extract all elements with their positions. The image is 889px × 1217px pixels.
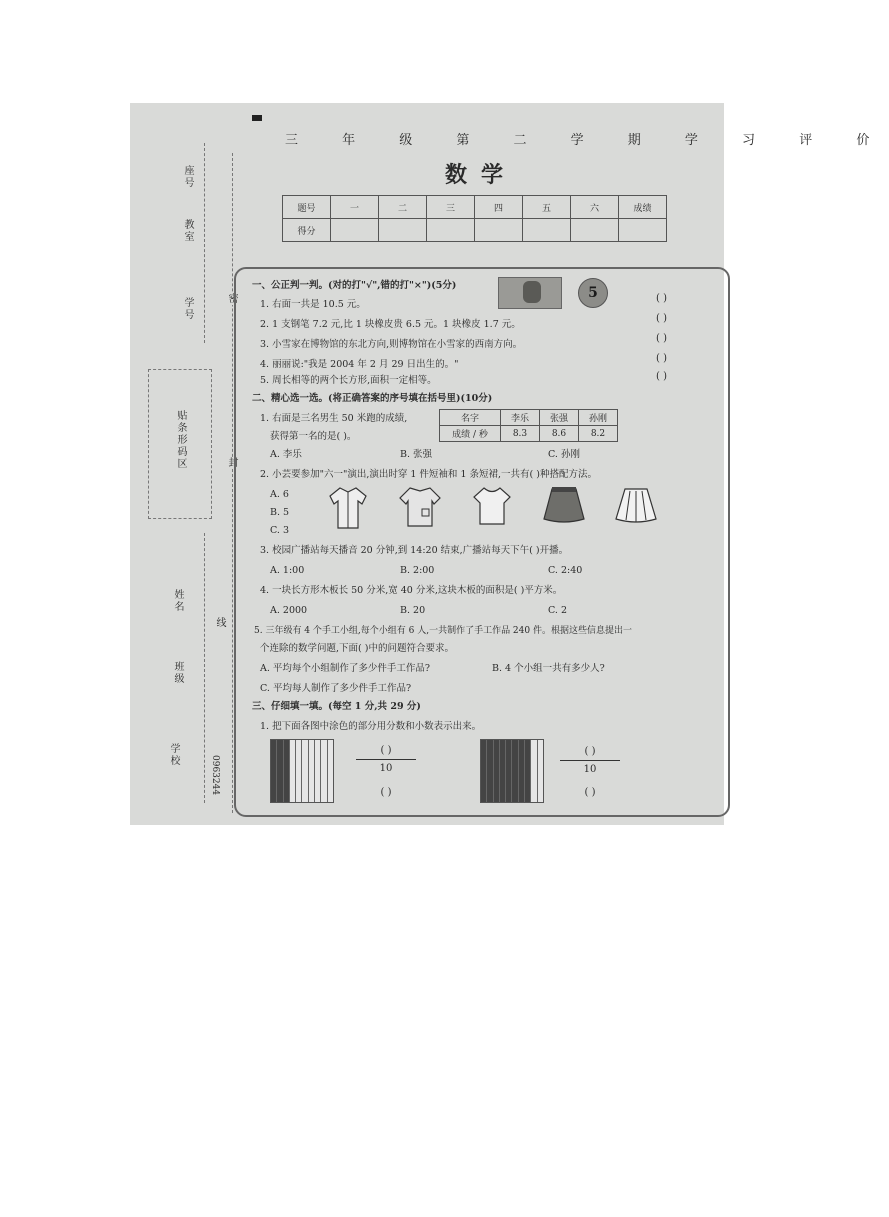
score-row-label: 得分 (283, 219, 331, 242)
s2-q5-option-b: B. 4 个小组一共有多少人? (492, 663, 605, 674)
race-time-cell: 8.2 (579, 426, 618, 442)
banknote-portrait (523, 281, 541, 303)
binding-line (232, 153, 233, 813)
score-cell[interactable] (571, 219, 619, 242)
s2-q5-line2: 个连除的数学问题,下面( )中的问题符合要求。 (260, 643, 454, 654)
s2-q5-option-c: C. 平均每人制作了多少件手工作品? (260, 683, 412, 694)
fraction-line-2 (560, 760, 620, 761)
s1-answer-blank-1[interactable]: ( ) (656, 293, 667, 304)
binding-mi: 密 (226, 293, 237, 305)
race-header-cell: 张强 (540, 410, 579, 426)
score-cell[interactable] (523, 219, 571, 242)
room-label: 教室 (182, 219, 193, 243)
s2-q3-option-b: B. 2:00 (400, 565, 435, 576)
s2-q2: 2. 小芸要参加"六一"演出,演出时穿 1 件短袖和 1 条短裙,一共有( )种搭配方法。 (260, 469, 597, 480)
fraction-grid-2 (480, 739, 544, 803)
score-header-cell: 三 (427, 196, 475, 219)
score-cell[interactable] (331, 219, 379, 242)
shirt-2-image (398, 485, 442, 529)
coin-image: 5 (578, 278, 608, 308)
s1-item-4: 4. 丽丽说:"我是 2004 年 2 月 29 日出生的。" (260, 359, 459, 370)
seat-label: 座号 (182, 165, 193, 189)
numerator-blank-2[interactable]: ( ) (584, 746, 596, 757)
score-header-cell: 二 (379, 196, 427, 219)
s2-q2-option-a: A. 6 (270, 489, 289, 500)
s3-q1: 1. 把下面各图中涂色的部分用分数和小数表示出来。 (260, 721, 482, 732)
barcode-area (148, 369, 212, 519)
s1-answer-blank-2[interactable]: ( ) (656, 313, 667, 324)
section1-heading: 一、公正判一判。(对的打"√",错的打"×")(5分) (252, 280, 457, 291)
s2-q1-option-a: A. 李乐 (270, 449, 302, 460)
s2-q3-option-c: C. 2:40 (548, 565, 583, 576)
s1-item-2: 2. 1 支钢笔 7.2 元,比 1 块橡皮贵 6.5 元。1 块橡皮 1.7 元。 (260, 319, 521, 330)
shirt-3-image (470, 485, 514, 527)
score-header-cell: 五 (523, 196, 571, 219)
score-header-cell: 成绩 (619, 196, 667, 219)
margin-dashes-1 (204, 143, 205, 343)
shirt-1-image (328, 485, 368, 531)
s2-q3: 3. 校园广播站每天播音 20 分钟,到 14:20 结束,广播站每天下午( )开播。 (260, 545, 569, 556)
s2-q4: 4. 一块长方形木板长 50 分米,宽 40 分米,这块木板的面积是( )平方米。 (260, 585, 563, 596)
exam-title: 三 年 级 第 二 学 期 学 习 评 价 (285, 133, 889, 148)
student-id-label: 学号 (182, 297, 193, 321)
race-header-cell: 名字 (440, 410, 501, 426)
s2-q4-option-c: C. 2 (548, 605, 568, 616)
s2-q5-line1: 5. 三年级有 4 个手工小组,每个小组有 6 人,一共制作了手工作品 240 件。根据这些信息提出一 (254, 626, 632, 636)
decimal-blank-1[interactable]: ( ) (380, 787, 392, 798)
race-header-cell: 孙刚 (579, 410, 618, 426)
race-row-label: 成绩 / 秒 (440, 426, 501, 442)
score-table (282, 195, 667, 242)
skirt-1-image (542, 485, 586, 525)
race-time-cell: 8.3 (501, 426, 540, 442)
fraction-grid-1 (270, 739, 334, 803)
s1-item-5: 5. 周长相等的两个长方形,面积一定相等。 (260, 375, 437, 386)
score-header-cell: 六 (571, 196, 619, 219)
race-results-table (439, 409, 618, 442)
name-label: 姓名 (172, 589, 183, 613)
binding-feng: 封 (226, 457, 237, 469)
subject-title: 数学 (445, 162, 518, 188)
corner-mark (252, 115, 262, 121)
banknote-image (498, 277, 562, 309)
s2-q1-option-b: B. 张强 (400, 449, 433, 460)
class-label: 班级 (172, 661, 183, 685)
race-header-cell: 李乐 (501, 410, 540, 426)
s2-q4-option-b: B. 20 (400, 605, 426, 616)
denominator-1: 10 (379, 763, 393, 774)
decimal-blank-2[interactable]: ( ) (584, 787, 596, 798)
paper-code: 0963244 (210, 755, 220, 796)
binding-xian: 线 (214, 617, 225, 629)
s1-item-3: 3. 小雪家在博物馆的东北方向,则博物馆在小雪家的西南方向。 (260, 339, 523, 350)
score-cell[interactable] (475, 219, 523, 242)
barcode-area-label: 贴条形码区 (175, 410, 186, 470)
section2-heading: 二、精心选一选。(将正确答案的序号填在括号里)(10分) (252, 393, 493, 404)
exam-paper (130, 103, 889, 825)
s2-q2-option-c: C. 3 (270, 525, 290, 536)
s2-q3-option-a: A. 1:00 (270, 565, 305, 576)
score-header-cell: 题号 (283, 196, 331, 219)
score-header-cell: 一 (331, 196, 379, 219)
s2-q4-option-a: A. 2000 (270, 605, 308, 616)
section3-heading: 三、仔细填一填。(每空 1 分,共 29 分) (252, 701, 421, 712)
score-cell[interactable] (427, 219, 475, 242)
score-cell[interactable] (379, 219, 427, 242)
denominator-2: 10 (583, 764, 597, 775)
margin-dashes-2 (204, 533, 205, 803)
s2-q5-option-a: A. 平均每个小组制作了多少件手工作品? (260, 663, 430, 674)
fraction-line-1 (356, 759, 416, 760)
s2-q1-line1: 1. 右面是三名男生 50 米跑的成绩, (260, 413, 408, 424)
skirt-2-image (614, 485, 658, 525)
s2-q1-line2: 获得第一名的是( )。 (270, 431, 357, 442)
s1-answer-blank-3[interactable]: ( ) (656, 333, 667, 344)
s1-answer-blank-5[interactable]: ( ) (656, 371, 667, 382)
score-header-cell: 四 (475, 196, 523, 219)
s1-answer-blank-4[interactable]: ( ) (656, 353, 667, 364)
race-time-cell: 8.6 (540, 426, 579, 442)
s2-q1-option-c: C. 孙刚 (548, 449, 580, 460)
s1-item-1: 1. 右面一共是 10.5 元。 (260, 299, 366, 310)
score-cell[interactable] (619, 219, 667, 242)
school-label: 学校 (168, 743, 179, 767)
numerator-blank-1[interactable]: ( ) (380, 745, 392, 756)
s2-q2-option-b: B. 5 (270, 507, 290, 518)
